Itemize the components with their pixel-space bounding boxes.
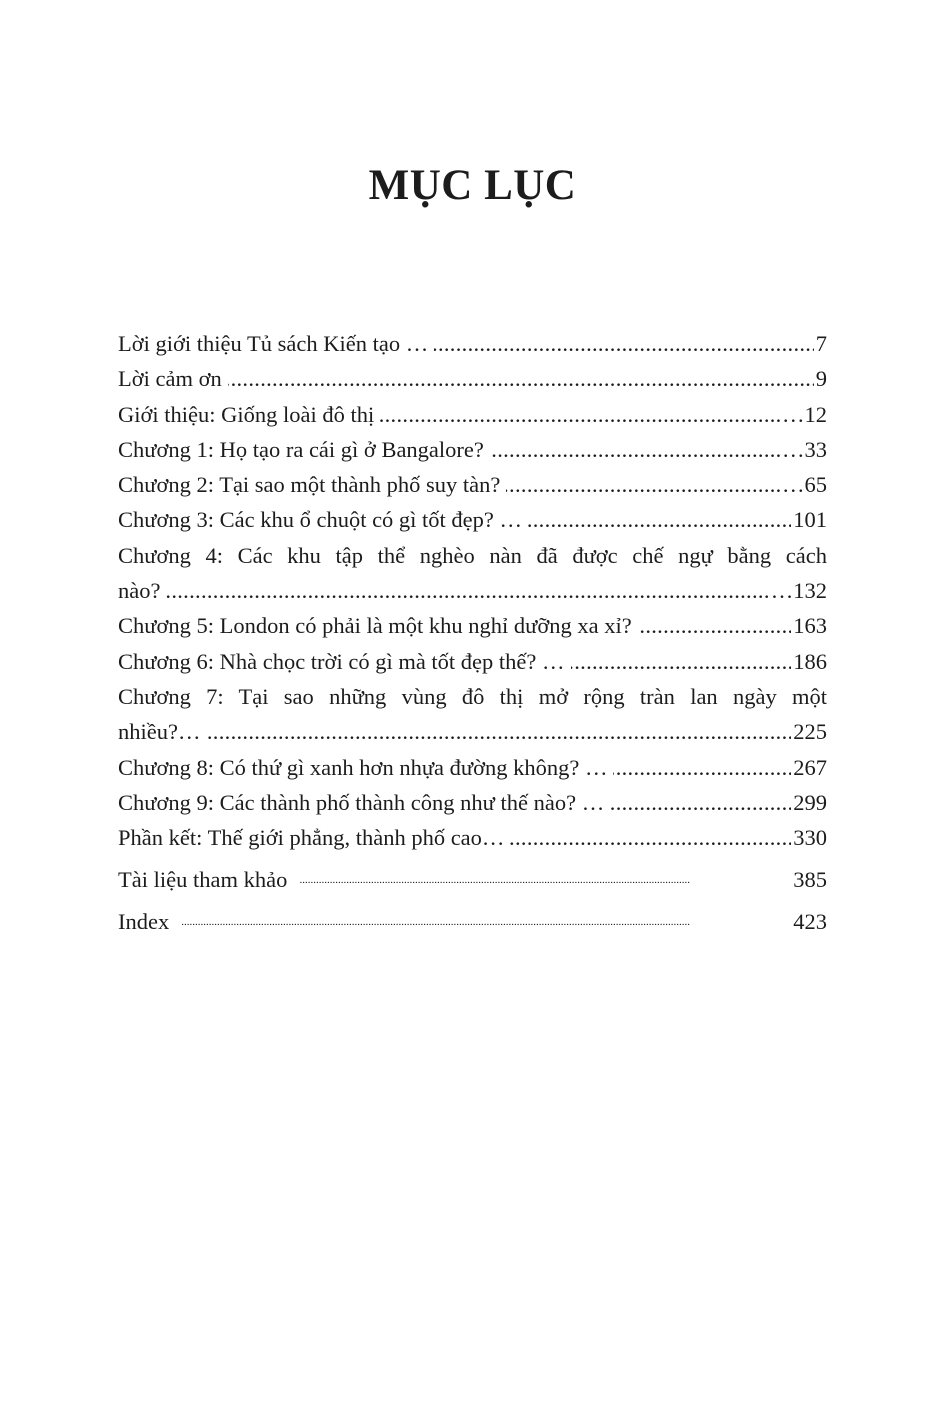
toc-entry-title: Chương 2: Tại sao một thành phố suy tàn?	[118, 472, 506, 497]
page-title: MỤC LỤC	[368, 162, 577, 209]
toc-entry-page: 267	[791, 750, 827, 785]
toc-entry[interactable]	[118, 679, 827, 750]
toc-entry-page: …132	[769, 573, 827, 608]
toc-entry-title-line2: nhiều?…	[118, 714, 206, 749]
toc-entry-title: Tài liệu tham khảo	[118, 867, 299, 892]
toc-entry-title: Chương 6: Nhà chọc trời có gì mà tốt đẹp thế? …	[118, 649, 571, 674]
toc-entry-page: 7	[814, 326, 827, 361]
toc-entry-page: 101	[791, 502, 827, 537]
toc-entry[interactable]	[118, 644, 827, 679]
toc-entry-page: 299	[791, 785, 827, 820]
toc-entry[interactable]	[118, 432, 827, 467]
toc-entry-page: 186	[791, 644, 827, 679]
toc-entry[interactable]	[118, 750, 827, 785]
toc-entry-title: Chương 3: Các khu ổ chuột có gì tốt đẹp? …	[118, 507, 528, 532]
toc-entry[interactable]	[118, 862, 827, 897]
toc-entry-title: Chương 9: Các thành phố thành công như thế nào? …	[118, 790, 610, 815]
toc-entry[interactable]	[118, 538, 827, 609]
toc-entry-page: 9	[814, 361, 827, 396]
toc-entry-title: Lời giới thiệu Tủ sách Kiến tạo …	[118, 331, 434, 356]
toc-entry[interactable]	[118, 361, 827, 396]
toc-entry-title-line2: nào?	[118, 573, 166, 608]
toc-entry-page: …65	[780, 467, 827, 502]
toc-entry-title: Chương 1: Họ tạo ra cái gì ở Bangalore?	[118, 437, 490, 462]
toc-entry[interactable]	[118, 502, 827, 537]
toc-entry[interactable]	[118, 820, 827, 855]
toc-entry-page: 423	[791, 904, 827, 939]
toc-entry-title: Giới thiệu: Giống loài đô thị	[118, 402, 380, 427]
toc-entry-title: Chương 8: Có thứ gì xanh hơn nhựa đường không? …	[118, 755, 613, 780]
table-of-contents	[118, 326, 827, 939]
toc-entry-title-line1: Chương 4: Các khu tập thể nghèo nàn đã được chế ngự bằng cách	[118, 538, 827, 573]
toc-entry-page: 163	[791, 608, 827, 643]
toc-entry-title: Chương 5: London có phải là một khu nghỉ dưỡng xa xỉ?	[118, 613, 638, 638]
toc-entry[interactable]	[118, 608, 827, 643]
toc-entry-title: Lời cảm ơn	[118, 366, 228, 391]
toc-entry-title: Phần kết: Thế giới phẳng, thành phố cao…	[118, 825, 510, 850]
toc-entry[interactable]	[118, 785, 827, 820]
toc-entry-title-line1: Chương 7: Tại sao những vùng đô thị mở rộng tràn lan ngày một	[118, 679, 827, 714]
toc-entry-page: 385	[791, 862, 827, 897]
toc-entry-page: …33	[780, 432, 827, 467]
toc-entry-page: 225	[791, 714, 827, 749]
toc-entry[interactable]	[118, 397, 827, 432]
toc-entry[interactable]	[118, 326, 827, 361]
toc-entry-page: …12	[780, 397, 827, 432]
toc-entry-page: 330	[791, 820, 827, 855]
toc-entry-title: Index	[118, 909, 181, 934]
toc-entry[interactable]	[118, 904, 827, 939]
toc-entry[interactable]	[118, 467, 827, 502]
